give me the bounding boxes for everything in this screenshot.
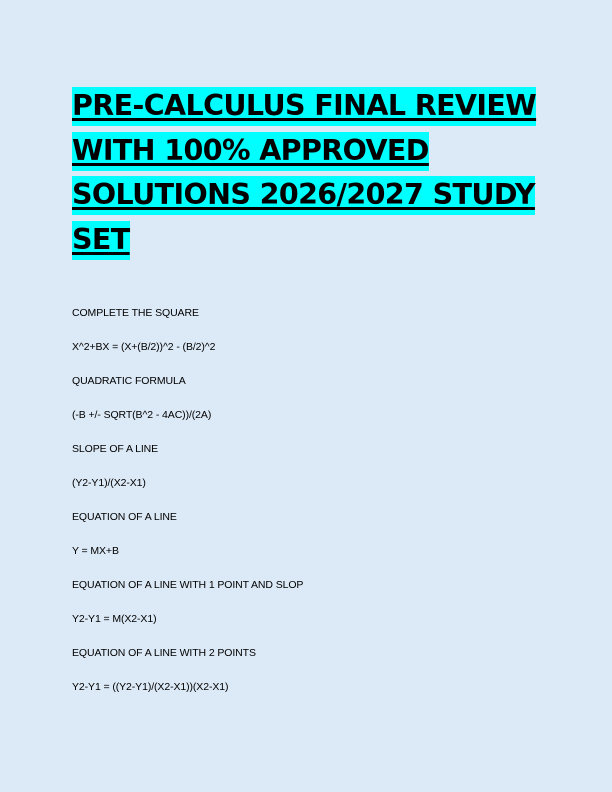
term-heading-complete-the-square: COMPLETE THE SQUARE [72, 307, 199, 319]
term-list [72, 305, 552, 713]
term-heading-point-slope: EQUATION OF A LINE WITH 1 POINT AND SLOP [72, 579, 304, 591]
document-title [72, 84, 542, 262]
term-heading-slope-of-a-line: SLOPE OF A LINE [72, 443, 159, 455]
term-formula-complete-the-square: X^2+BX = (X+(B/2))^2 - (B/2)^2 [72, 341, 216, 353]
term-formula-equation-of-a-line: Y = MX+B [72, 545, 119, 557]
term-heading-quadratic-formula: QUADRATIC FORMULA [72, 375, 186, 387]
term-heading-equation-of-a-line: EQUATION OF A LINE [72, 511, 177, 523]
term-formula-quadratic-formula: (-B +/- SQRT(B^2 - 4AC))/(2A) [72, 409, 212, 421]
term-formula-two-points: Y2-Y1 = ((Y2-Y1)/(X2-X1))(X2-X1) [72, 681, 229, 693]
document-title-text: PRE-CALCULUS FINAL REVIEW WITH 100% APPROVED SOLUTIONS 2026/2027 STUDY SET [72, 87, 536, 260]
term-heading-two-points: EQUATION OF A LINE WITH 2 POINTS [72, 647, 256, 659]
term-formula-point-slope: Y2-Y1 = M(X2-X1) [72, 613, 157, 625]
term-formula-slope-of-a-line: (Y2-Y1)/(X2-X1) [72, 477, 146, 489]
